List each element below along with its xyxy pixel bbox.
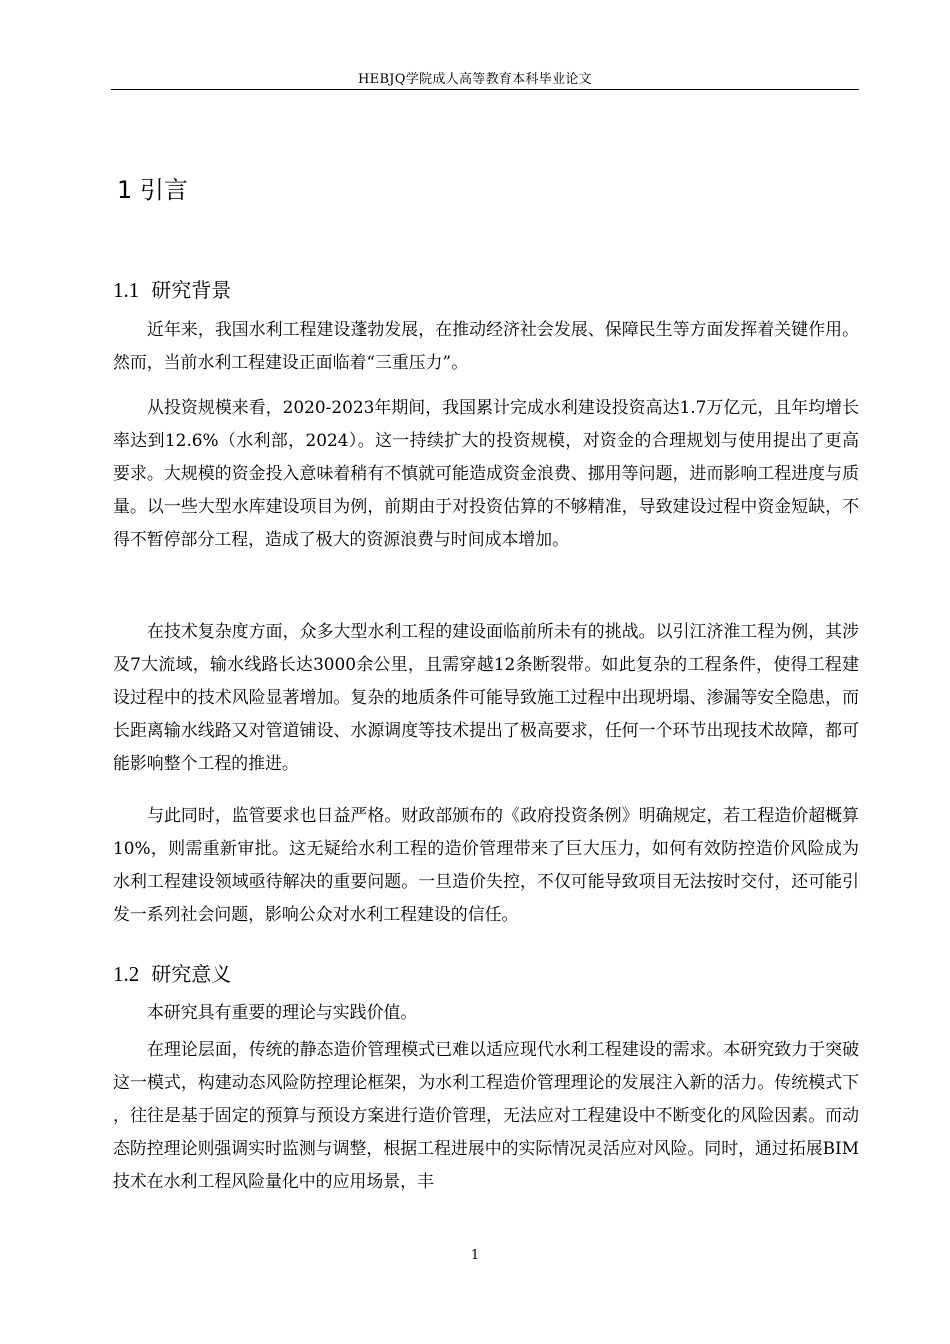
paragraph: 近年来，我国水利工程建设蓬勃发展，在推动经济社会发展、保障民生等方面发挥着关键作用。然而，当前水利工程建设正面临着“三重压力”。 [113,319,859,372]
running-header: HEBJQ学院成人高等教育本科毕业论文 [358,72,592,87]
section-heading-1-1 [113,274,231,303]
header-rule [111,89,859,90]
section-number: 1.1 [113,278,140,302]
section-heading-1-2 [113,958,231,987]
paragraph: 本研究具有重要的理论与实践价值。 [147,1002,418,1022]
paragraph: 与此同时，监管要求也日益严格。财政部颁布的《政府投资条例》明确规定，若工程造价超概算10%，则需重新审批。这无疑给水利工程的造价管理带来了巨大压力，如何有效防控造价风险成为水利工程建设领域亟待解决的重要问题。一旦造价失控，不仅可能导致项目无法按时交付，还可能引发一系列社会问题，影响公众对水利工程建设的信任。 [113,805,859,924]
section-number: 1.2 [113,962,140,986]
page-number: 1 [470,1248,480,1263]
paragraph: 从投资规模来看，2020-2023年期间，我国累计完成水利建设投资高达1.7万亿元，且年均增长率达到12.6%（水利部，2024）。这一持续扩大的投资规模，对资金的合理规划与使用提出了更高要求。大规模的资金投入意味着稍有不慎就可能造成资金浪费、挪用等问题，进而影响工程进度与质量。以一些大型水库建设项目为例，前期由于对投资估算的不够精准，导致建设过程中资金短缺，不得不暂停部分工程，造成了极大的资源浪费与时间成本增加。 [113,397,859,549]
section-title: 研究背景 [151,278,232,302]
chapter-title: 1 引言 [117,176,188,204]
section-title: 研究意义 [151,962,232,986]
paragraph: 在理论层面，传统的静态造价管理模式已难以适应现代水利工程建设的需求。本研究致力于突破这一模式，构建动态风险防控理论框架，为水利工程造价管理理论的发展注入新的活力。传统模式下，往往是基于固定的预算与预设方案进行造价管理，无法应对工程建设中不断变化的风险因素。而动态防控理论则强调实时监测与调整，根据工程进展中的实际情况灵活应对风险。同时，通过拓展BIM技术在水利工程风险量化中的应用场景，丰 [113,1039,859,1191]
paragraph: 在技术复杂度方面，众多大型水利工程的建设面临前所未有的挑战。以引江济淮工程为例，其涉及7大流域，输水线路长达3000余公里，且需穿越12条断裂带。如此复杂的工程条件，使得工程建设过程中的技术风险显著增加。复杂的地质条件可能导致施工过程中出现坍塌、渗漏等安全隐患，而长距离输水线路又对管道铺设、水源调度等技术提出了极高要求，任何一个环节出现技术故障，都可能影响整个工程的推进。 [113,621,859,773]
